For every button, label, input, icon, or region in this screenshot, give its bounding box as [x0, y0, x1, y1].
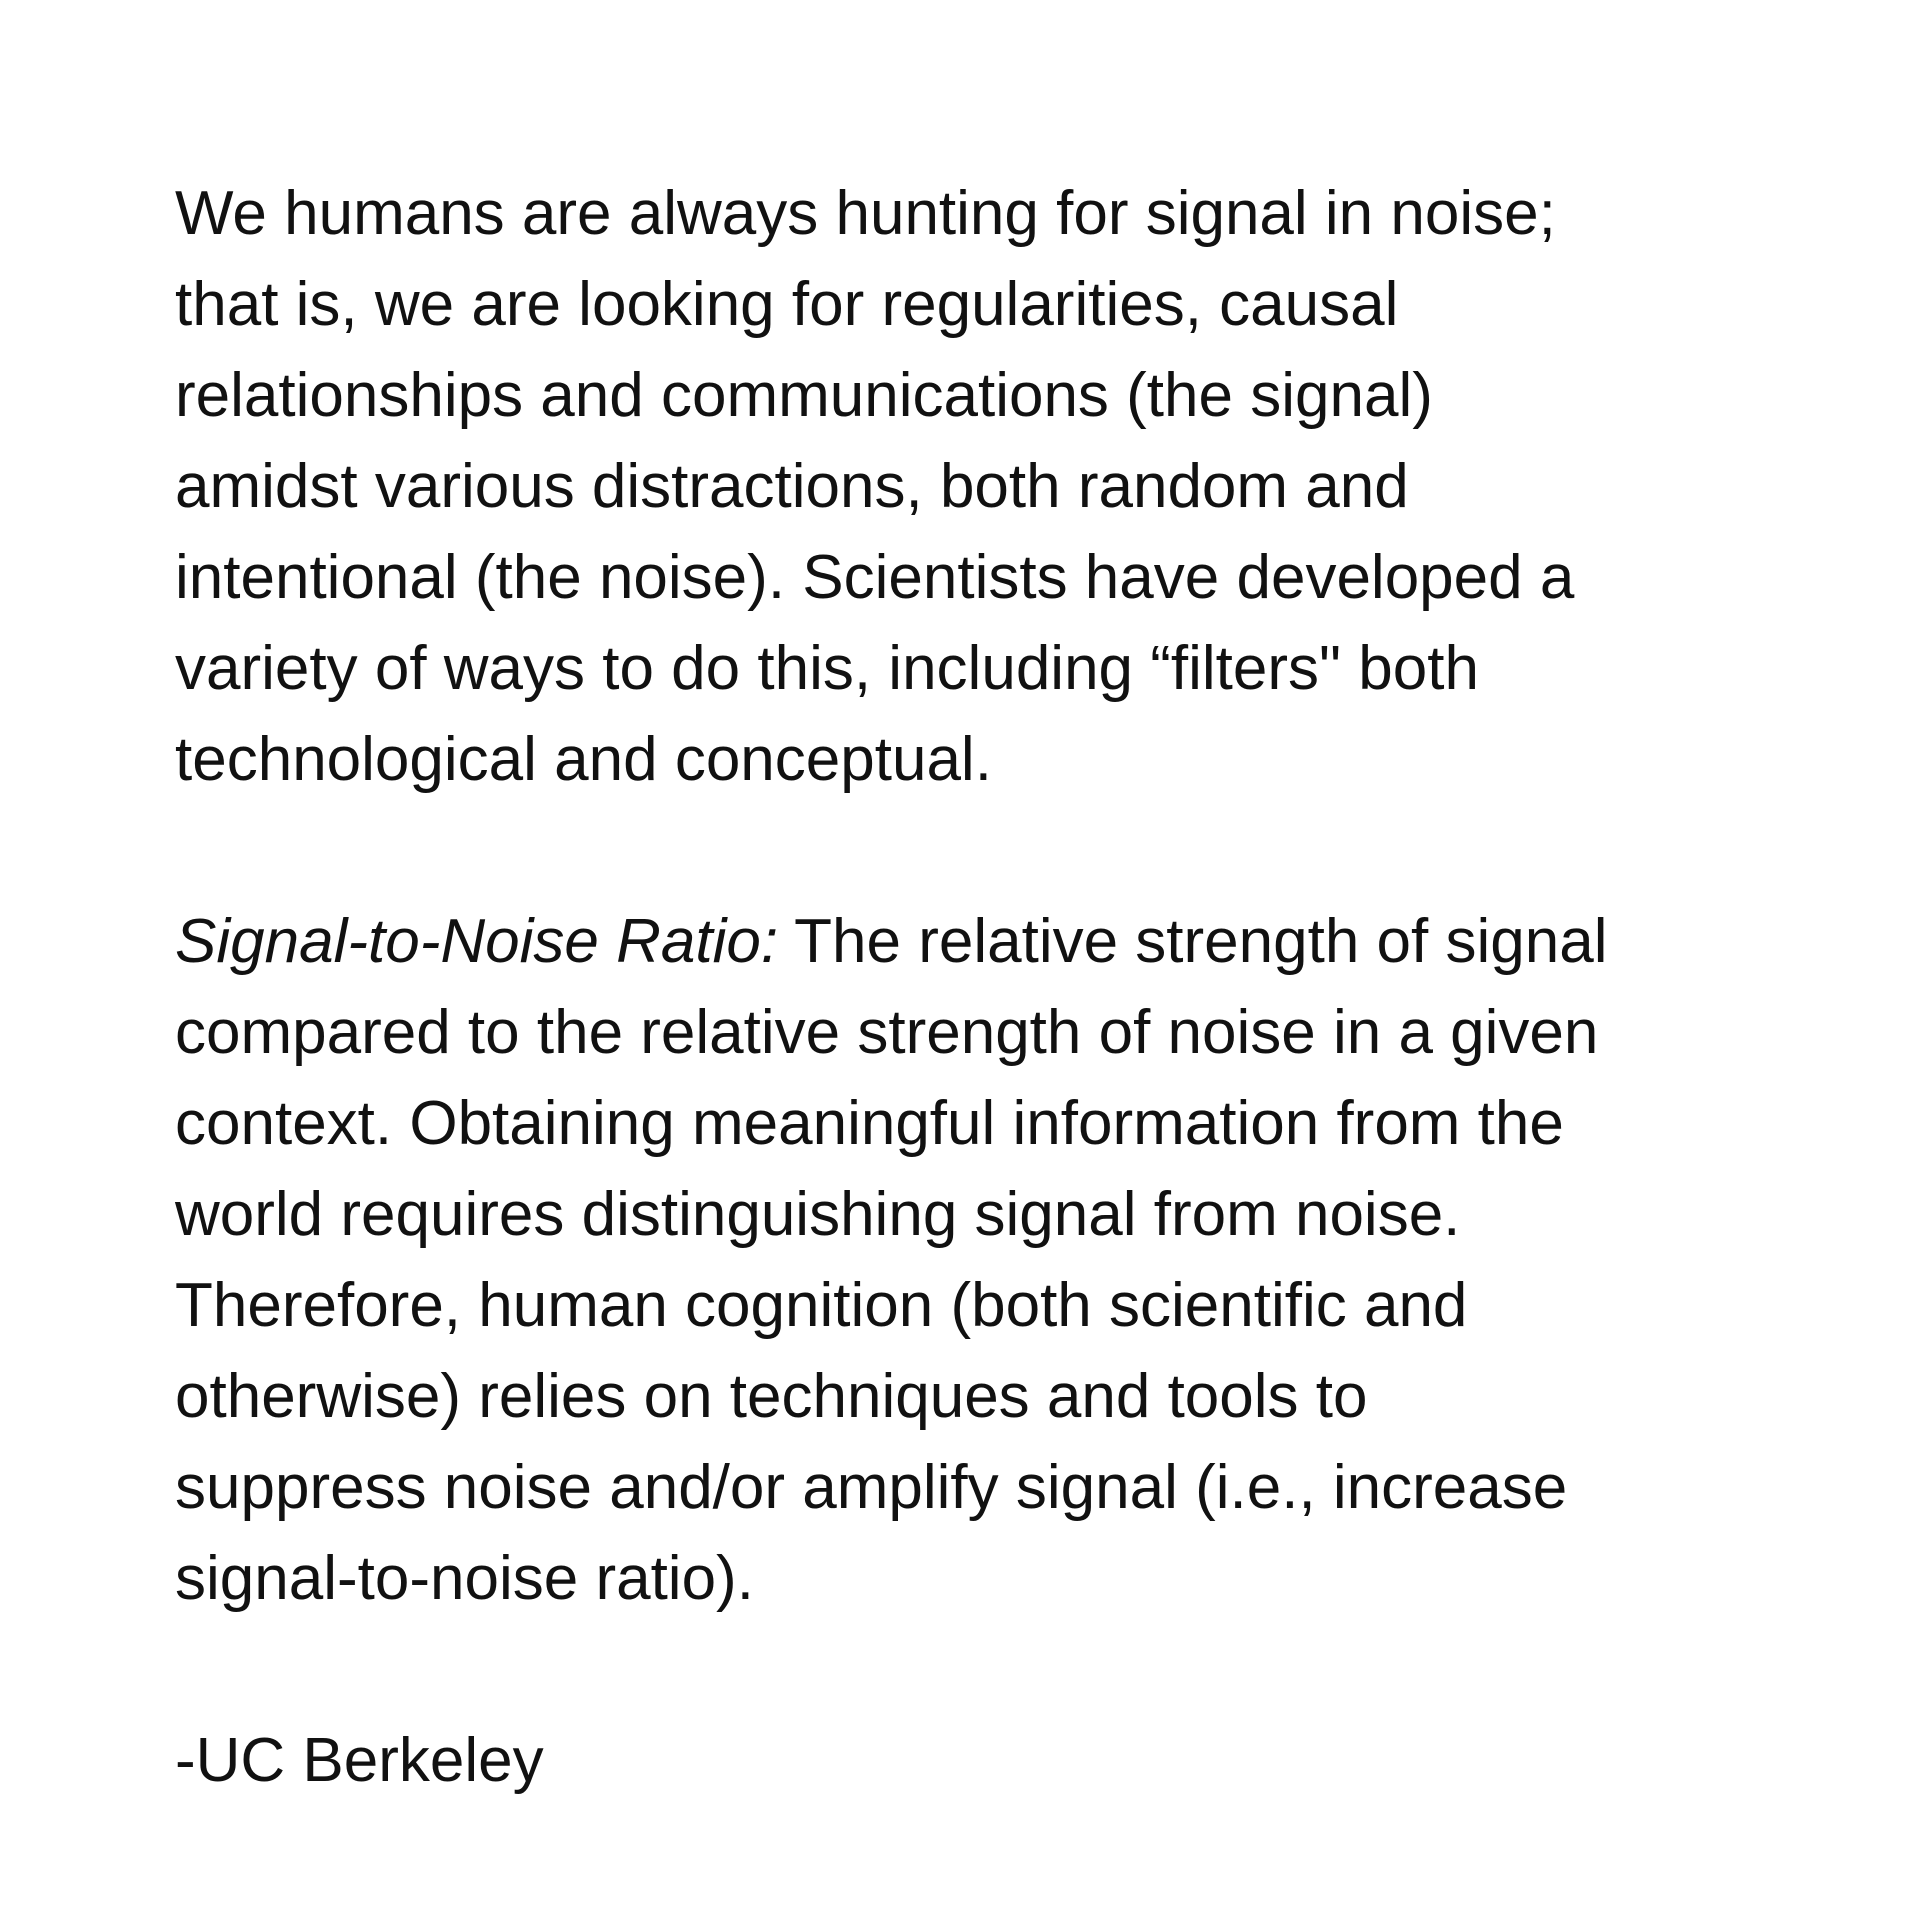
definition-line: otherwise) relies on techniques and tools to [175, 1362, 1368, 1431]
definition-line: context. Obtaining meaningful information from the [175, 1089, 1564, 1158]
definition-first-line [175, 896, 1765, 987]
definition-line: suppress noise and/or amplify signal (i.e., increase [175, 1453, 1568, 1522]
definition-line: Therefore, human cognition (both scientific and [175, 1271, 1468, 1340]
definition-line: compared to the relative strength of noise in a given [175, 998, 1599, 1067]
intro-line: intentional (the noise). Scientists have developed a [175, 543, 1575, 612]
definition-first-line-text: The relative strength of signal [778, 907, 1608, 976]
definition-term: Signal-to-Noise Ratio: [175, 907, 779, 976]
intro-line: amidst various distractions, both random and [175, 452, 1409, 521]
intro-line: relationships and communications (the signal) [175, 361, 1433, 430]
definition-line: signal-to-noise ratio). [175, 1544, 754, 1613]
intro-paragraph [175, 168, 1765, 805]
definition-line: world requires distinguishing signal from noise. [175, 1180, 1461, 1249]
intro-line: that is, we are looking for regularities, causal [175, 270, 1399, 339]
intro-line: variety of ways to do this, including “filters" both [175, 634, 1479, 703]
intro-line: We humans are always hunting for signal in noise; [175, 179, 1556, 248]
intro-line: technological and conceptual. [175, 725, 992, 794]
attribution: -UC Berkeley [175, 1726, 544, 1795]
definition-paragraph [175, 896, 1765, 1624]
quote-content [175, 168, 1765, 1806]
